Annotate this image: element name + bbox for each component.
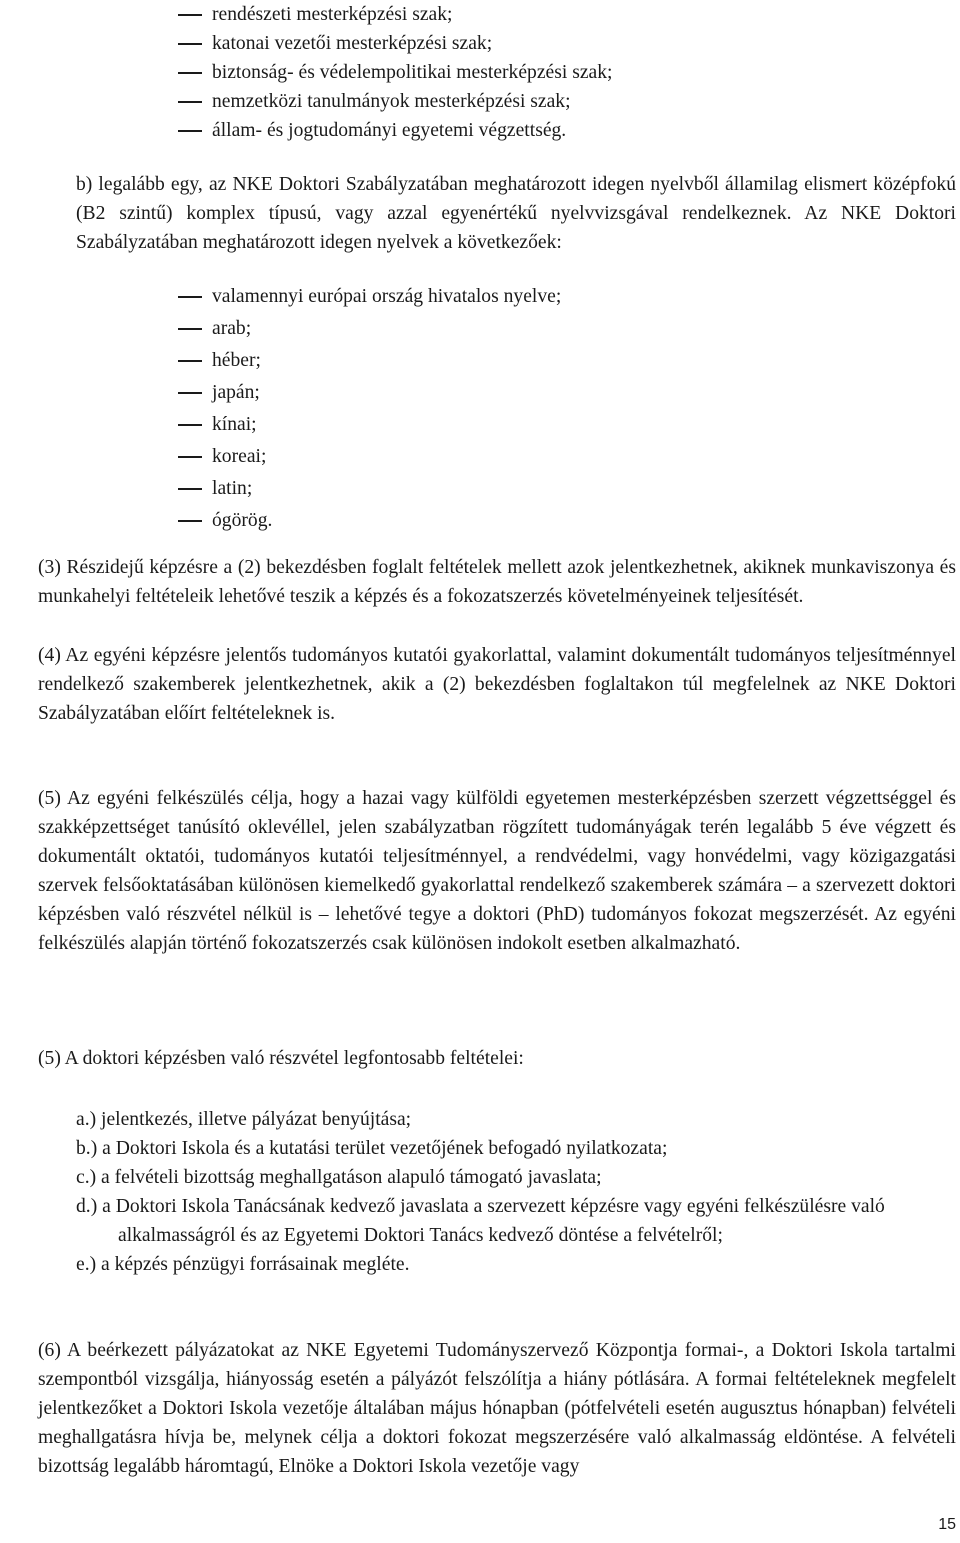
list-item: b.) a Doktori Iskola és a kutatási terület vezetőjének befogadó nyilatkozata; [76, 1138, 668, 1159]
list-item: héber; [212, 345, 561, 377]
list-item: ógörög. [212, 505, 561, 537]
dash-bullet-icon [178, 72, 202, 74]
list-item: d.) a Doktori Iskola Tanácsának kedvező javaslata a szervezett képzésre vagy egyéni felkészülésre való alkalmasságról és az Egyetemi Doktori Tanács kedvező döntése a felvételről; [76, 1196, 885, 1246]
paragraph-b: b) legalább egy, az NKE Doktori Szabályzatában meghatározott idegen nyelvből államilag elismert középfokú (B2 szintű) komplex típusú, vagy azzal egyenértékű nyelvvizsgával rendelkeznek. Az NKE Doktori Szabályzatában meghatározott idegen nyelvek a következőek: [76, 174, 956, 253]
dash-bullet-icon [178, 296, 202, 298]
list-item: e.) a képzés pénzügyi forrásainak megléte. [76, 1254, 410, 1275]
dash-bullet-icon [178, 424, 202, 426]
dash-bullet-icon [178, 130, 202, 132]
list-item: c.) a felvételi bizottság meghallgatáson alapuló támogató javaslata; [76, 1167, 602, 1188]
list-item: rendészeti mesterképzési szak; [212, 0, 612, 29]
paragraph-6: (6) A beérkezett pályázatokat az NKE Egyetemi Tudományszervező Központja formai-, a Doktori Iskola tartalmi szempontból vizsgálja, hiányosság esetén a pályázót felszólítja a hiány pótlására. A formai feltételeknek megfelelt jelentkezőket a Doktori Iskola vezetője általában május hónapban (pótfelvételi esetén augusztus hónapban) felvételi meghallgatásra hívja be, melynek célja a doktori fokozat megszerzésére való alkalmasság eldöntése. A felvételi bizottság legalább háromtagú, Elnöke a Doktori Iskola vezetője vagy [38, 1340, 956, 1477]
dash-bullet-icon [178, 392, 202, 394]
dash-bullet-icon [178, 456, 202, 458]
list-item: valamennyi európai ország hivatalos nyelve; [212, 281, 561, 313]
list-item: kínai; [212, 409, 561, 441]
language-list [212, 281, 561, 537]
list-item: biztonság- és védelempolitikai mesterképzési szak; [212, 58, 612, 87]
dash-bullet-icon [178, 328, 202, 330]
dash-bullet-icon [178, 360, 202, 362]
dash-bullet-icon [178, 488, 202, 490]
list-item: latin; [212, 473, 561, 505]
list-item: koreai; [212, 441, 561, 473]
list-item: japán; [212, 377, 561, 409]
dash-bullet-icon [178, 101, 202, 103]
dash-bullet-icon [178, 43, 202, 45]
paragraph-3: (3) Részidejű képzésre a (2) bekezdésben foglalt feltételek mellett azok jelentkezhetnek, akiknek munkaviszonya és munkahelyi feltételeik lehetővé teszik a képzés és a fokozatszerzés követelményeinek teljesítését. [38, 557, 956, 607]
list-item: a.) jelentkezés, illetve pályázat benyújtása; [76, 1109, 412, 1130]
list-item: katonai vezetői mesterképzési szak; [212, 29, 612, 58]
dash-bullet-icon [178, 14, 202, 16]
list-item: állam- és jogtudományi egyetemi végzettség. [212, 116, 612, 145]
conditions-list [76, 1105, 956, 1279]
paragraph-4: (4) Az egyéni képzésre jelentős tudományos kutatói gyakorlattal, valamint dokumentált tudományos teljesítménnyel rendelkező szakemberek jelentkezhetnek, akik a (2) bekezdésben foglaltakon túl megfelelnek az NKE Doktori Szabályzatában előírt feltételeknek is. [38, 645, 956, 724]
program-list [212, 0, 612, 145]
dash-bullet-icon [178, 520, 202, 522]
page-number: 15 [938, 1516, 956, 1533]
list-item: arab; [212, 313, 561, 345]
list-item: nemzetközi tanulmányok mesterképzési szak; [212, 87, 612, 116]
paragraph-5-individual: (5) Az egyéni felkészülés célja, hogy a hazai vagy külföldi egyetemen mesterképzésben szerzett végzettséggel és szakképzettséget tanúsító oklevéllel, jelen szabályzatban rögzített tudományágak terén legalább 5 éve végzett és dokumentált oktatói, tudományos kutatói teljesítménnyel, a rendvédelmi, vagy honvédelmi, vagy közigazgatási szervek felsőoktatásában különösen kiemelkedő gyakorlattal rendelkező szakemberek számára – a szervezett doktori képzésben való részvétel nélkül is – lehetővé tegye a doktori (PhD) tudományos fokozat megszerzését. Az egyéni felkészülés alapján történő fokozatszerzés csak különösen indokolt esetben alkalmazható. [38, 788, 956, 954]
paragraph-5-heading: (5) A doktori képzésben való részvétel legfontosabb feltételei: [38, 1048, 524, 1069]
